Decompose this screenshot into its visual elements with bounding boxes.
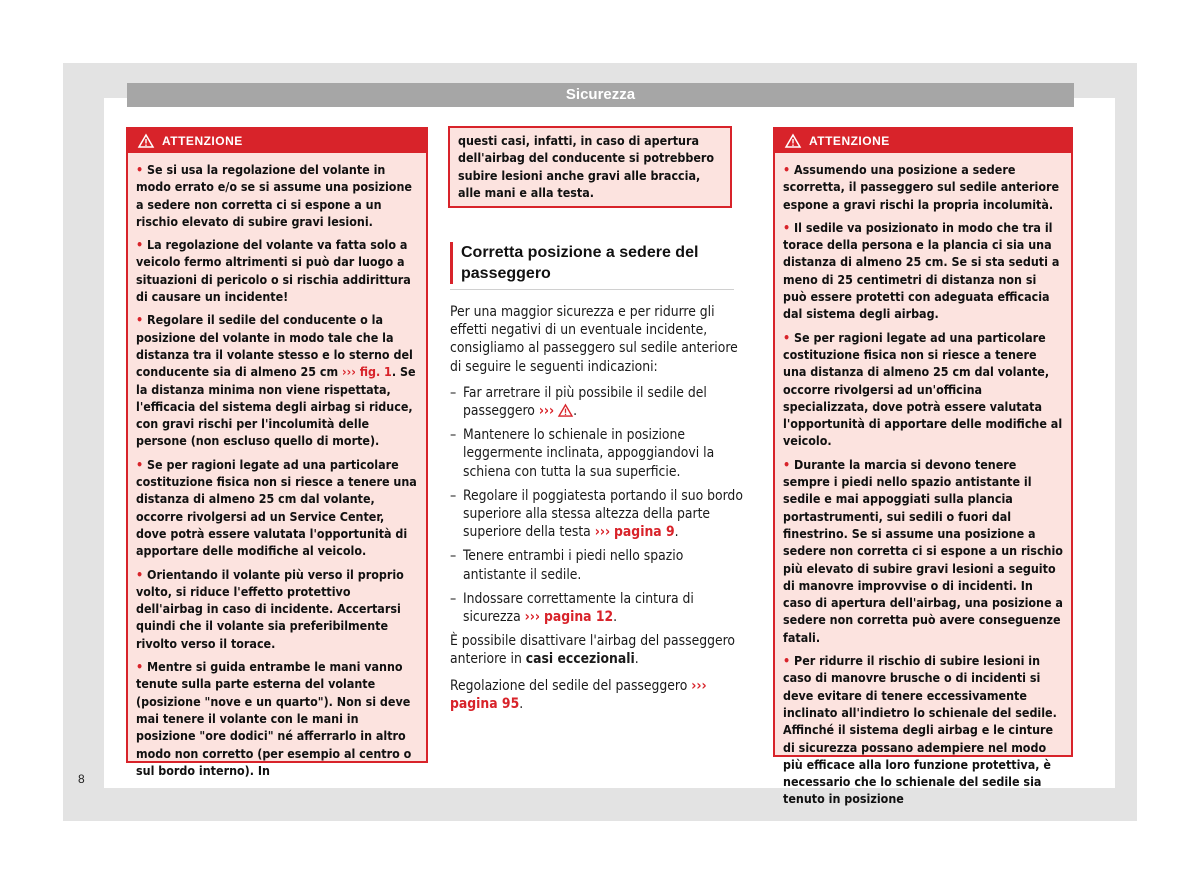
bullet-icon: • <box>783 653 791 669</box>
warning-item: • Per ridurre il rischio di subire lesioni in caso di manovre brusche o di incidenti si deve evitare di tenere eccessivamente inclinato all'indietro lo schienale del sedile. Affinché il sistema degli airbag e le cinture di sicurezza possano adempiere nel modo più efficace alla loro funzione protettiva, è necessario che lo schienale del sedile sia tenuto in posizione <box>783 653 1057 807</box>
page-link[interactable]: pagina 95 <box>450 695 520 712</box>
bullet-icon: • <box>136 456 144 472</box>
list-item: – Tenere entrambi i piedi nello spazio antistante il sedile. <box>450 548 684 583</box>
list-item: – Regolare il poggiatesta portando il suo bordo superiore alla stessa altezza della parte superiore della testa ››› pagina 9. <box>450 487 743 541</box>
warning-body <box>775 153 1071 808</box>
page-number: 8 <box>78 772 85 786</box>
warning-label: ATTENZIONE <box>809 134 890 148</box>
warning-text: questi casi, infatti, in caso di apertura dell'airbag del conducente si potrebbero subire lesioni anche gravi alle braccia, alle mani e alla testa. <box>458 133 715 200</box>
bullet-icon: • <box>136 312 144 328</box>
warning-box-right <box>773 127 1073 807</box>
page-header: Sicurezza <box>127 83 1074 107</box>
warning-box-left <box>126 127 428 778</box>
list-item: – Far arretrare il più possibile il sedile del passeggero ››› . <box>450 384 707 420</box>
figure-link[interactable]: fig. 1 <box>359 364 392 380</box>
warning-item: • Mentre si guida entrambe le mani vanno tenute sulla parte esterna del volante (posizione "nove e un quarto"). Non si deve mai tenere il volante con le mani in posizione "ore dodici" né afferrarlo in altro modo non corretto (per esempio al centro o sul bordo interno). In <box>136 659 412 778</box>
bullet-icon: • <box>136 566 144 582</box>
warning-item: • Assumendo una posizione a sedere scorretta, il passeggero sul sedile anteriore espone a gravi rischi la propria incolumità. <box>783 162 1060 212</box>
arrow-ref-icon: ››› <box>342 364 356 380</box>
warning-item: • Se per ragioni legate ad una particolare costituzione fisica non si riesce a tenere una distanza di almeno 25 cm dal volante, occorre rivolgersi ad un Service Center, dove potrà essere valutata l'opportunità di apportare delle modifiche al veicolo. <box>136 456 417 559</box>
warning-item: • La regolazione del volante va fatta solo a veicolo fermo altrimenti si può dar luogo a situazioni di pericolo o si rischia addirittura di causare un incidente! <box>136 237 411 305</box>
warning-item: • Se per ragioni legate ad una particolare costituzione fisica non si riesce a tenere una distanza di almeno 25 cm dal volante, occorre rivolgersi ad un'officina specializzata, dove potrà essere valutata l'opportunità di apportare delle modifiche al veicolo. <box>783 329 1063 449</box>
bullet-icon: • <box>783 219 791 235</box>
list-item: – Indossare correttamente la cintura di sicurezza ››› pagina 12. <box>450 590 694 626</box>
bullet-icon: • <box>783 456 791 472</box>
arrow-ref-icon: ››› <box>538 403 555 420</box>
bullet-icon: • <box>136 659 144 675</box>
warning-item: • Se si usa la regolazione del volante in modo errato e/o se si assume una posizione a sedere non corretta ci si espone a un rischio elevato di subire gravi lesioni. <box>136 162 412 229</box>
arrow-ref-icon: ››› <box>594 524 611 541</box>
warning-box-continued <box>448 126 732 208</box>
divider <box>450 289 734 290</box>
section-body <box>450 303 750 721</box>
warning-body <box>128 153 426 779</box>
warning-body <box>450 128 730 201</box>
warning-item: • Regolare il sedile del conducente o la posizione del volante in modo tale che la distanza tra il volante stesso e lo sterno del conducente sia di almeno 25 cm ››› fig. 1. Se la distanza minima non viene rispettata, l'efficacia del sistema degli airbag si riduce, con gravi rischi per l'incolumità delle persone (non escluso quello di morte). <box>136 312 416 449</box>
page-link[interactable]: pagina 12 <box>543 609 614 626</box>
list-item: – Mantenere lo schienale in posizione leggermente inclinata, appoggiandovi la schiena con tutta la sua superficie. <box>450 427 715 480</box>
paragraph: Regolazione del sedile del passeggero ››› pagina 95. <box>450 677 707 712</box>
warning-item: • Orientando il volante più verso il proprio volto, si riduce l'effetto protettivo dell'airbag in caso di incidente. Accertarsi quindi che il volante sia preferibilmente rivolto verso il torace. <box>136 566 404 651</box>
bullet-icon: • <box>783 329 791 345</box>
warning-header <box>128 129 426 153</box>
bullet-icon: • <box>136 162 144 177</box>
warning-item: • Durante la marcia si devono tenere sempre i piedi nello spazio antistante il sedile e mai appoggiati sulla plancia portastrumenti, sui sedili o fuori dal finestrino. Se si assume una posizione a sedere non corretta ci si espone a un rischio più elevato di subire gravi lesioni a seguito di manovre improvvise o di incidenti. In caso di apertura dell'airbag, una posizione a sedere non corretta può avere conseguenze fatali. <box>783 456 1063 645</box>
paragraph: È possibile disattivare l'airbag del passeggero anteriore in casi eccezionali. <box>450 633 735 668</box>
warning-item: • Il sedile va posizionato in modo che tra il torace della persona e la plancia ci sia una distanza di almeno 25 cm. Se si sta seduti a meno di 25 centimetri di distanza non si può essere protetti con adeguata efficacia dal sistema degli airbag. <box>783 219 1060 322</box>
warning-label: ATTENZIONE <box>162 134 243 148</box>
page-link[interactable]: pagina 9 <box>614 524 675 541</box>
intro-paragraph: Per una maggior sicurezza e per ridurre gli effetti negativi di un eventuale incidente, consigliamo al passeggero sul sedile anteriore di seguire le seguenti indicazioni: <box>450 304 738 375</box>
bullet-icon: • <box>783 162 791 177</box>
section-heading: Corretta posizione a sedere del passeggero <box>450 242 734 284</box>
warning-header <box>775 129 1071 153</box>
arrow-ref-icon: ››› <box>524 609 540 626</box>
warning-triangle-icon <box>785 134 801 148</box>
warning-triangle-icon[interactable] <box>558 404 573 417</box>
arrow-ref-icon: ››› <box>691 677 707 694</box>
warning-triangle-icon <box>138 134 154 148</box>
bullet-icon: • <box>136 237 144 253</box>
